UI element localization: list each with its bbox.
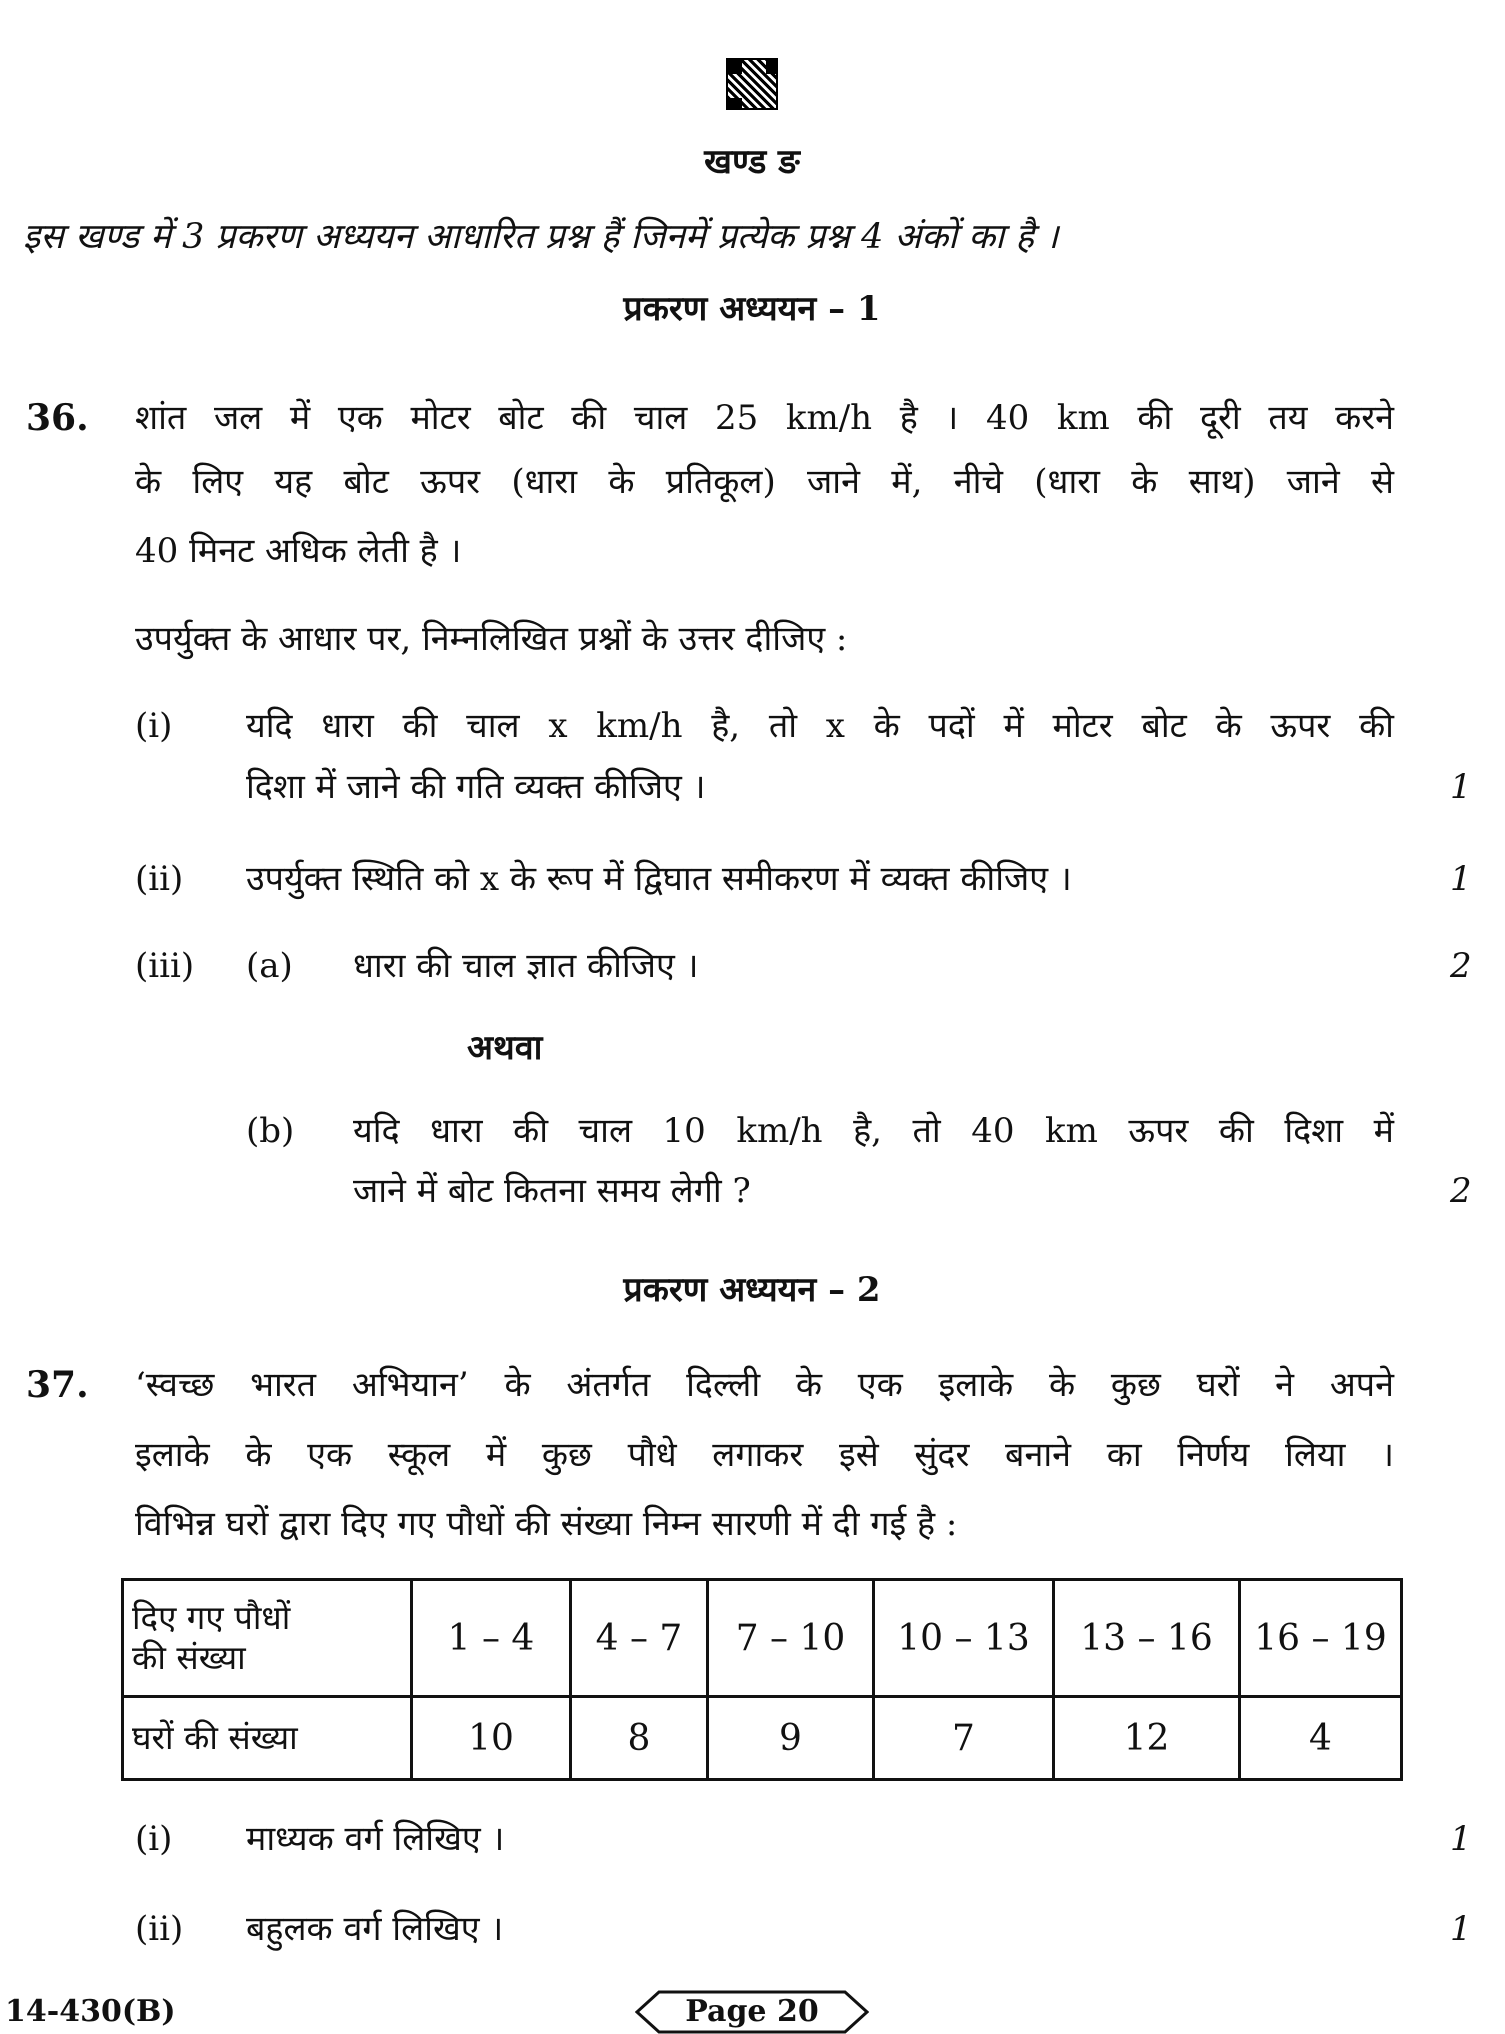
q36-iii-b-line-1: यदि धारा की चाल 10 km/h है, तो 40 km ऊपर की दिशा में (353, 1111, 1394, 1151)
q37-ii-marks: 1 (1450, 1909, 1472, 1949)
question-number-36: 36. (26, 397, 89, 439)
table-cell-frequency: 4 (1240, 1697, 1402, 1780)
q36-i-marks: 1 (1450, 767, 1472, 807)
paper-code: 14-430(B) (5, 1994, 176, 2029)
table-header-plants (123, 1580, 412, 1697)
q37-i-marks: 1 (1450, 1819, 1472, 1859)
case-study-2-heading: प्रकरण अध्ययन – 2 (623, 1270, 881, 1310)
qr-code (726, 58, 778, 110)
section-instruction: इस खण्ड में 3 प्रकरण अध्ययन आधारित प्रश्न हैं जिनमें प्रत्येक प्रश्न 4 अंकों का है । (23, 217, 1059, 257)
table-row-classes (123, 1580, 1402, 1697)
table-cell-class: 4 – 7 (571, 1580, 708, 1697)
q36-iii-a-marks: 2 (1450, 946, 1472, 986)
table-header-plants-line-2: की संख्या (132, 1638, 246, 1677)
table-cell-frequency: 7 (874, 1697, 1054, 1780)
q36-i-line-1: यदि धारा की चाल x km/h है, तो x के पदों में मोटर बोट के ऊपर की (246, 706, 1394, 746)
q37-line-3: विभिन्न घरों द्वारा दिए गए पौधों की संख्या निम्न सारणी में दी गई है : (135, 1504, 958, 1544)
table-cell-frequency: 12 (1054, 1697, 1240, 1780)
table-cell-class: 10 – 13 (874, 1580, 1054, 1697)
case-study-1-heading: प्रकरण अध्ययन – 1 (623, 289, 881, 329)
q36-iii-a-text: धारा की चाल ज्ञात कीजिए । (353, 946, 699, 986)
table-row-frequencies (123, 1697, 1402, 1780)
q36-i-line-2: दिशा में जाने की गति व्यक्त कीजिए । (246, 767, 706, 807)
table-cell-class: 13 – 16 (1054, 1580, 1240, 1697)
q36-prompt: उपर्युक्त के आधार पर, निम्नलिखित प्रश्नों के उत्तर दीजिए : (135, 619, 848, 659)
or-label: अथवा (467, 1028, 543, 1068)
q36-i-label: (i) (135, 706, 173, 746)
question-number-37: 37. (26, 1364, 89, 1406)
q36-line-2: के लिए यह बोट ऊपर (धारा के प्रतिकूल) जाने में, नीचे (धारा के साथ) जाने से (135, 462, 1394, 502)
table-cell-class: 7 – 10 (708, 1580, 874, 1697)
q37-ii-text: बहुलक वर्ग लिखिए । (246, 1909, 504, 1949)
page-number: Page 20 (685, 1994, 819, 2029)
q37-i-label: (i) (135, 1819, 173, 1859)
q36-iii-a-label: (a) (246, 946, 293, 986)
table-cell-class: 16 – 19 (1240, 1580, 1402, 1697)
q36-ii-label: (ii) (135, 859, 184, 899)
q36-line-1: शांत जल में एक मोटर बोट की चाल 25 km/h है । 40 km की दूरी तय करने (135, 398, 1394, 438)
table-cell-frequency: 9 (708, 1697, 874, 1780)
q36-iii-label: (iii) (135, 946, 195, 986)
page-number-badge (635, 1990, 869, 2032)
q36-line-3: 40 मिनट अधिक लेती है । (135, 531, 462, 571)
q36-iii-b-label: (b) (246, 1111, 295, 1151)
q36-iii-b-line-2: जाने में बोट कितना समय लेगी ? (353, 1171, 751, 1211)
table-header-houses: घरों की संख्या (123, 1697, 412, 1780)
table-cell-class: 1 – 4 (412, 1580, 571, 1697)
table-header-plants-line-1: दिए गए पौधों (132, 1598, 291, 1637)
section-title: खण्ड ङ (704, 142, 800, 182)
q36-iii-b-marks: 2 (1450, 1171, 1472, 1211)
q36-ii-marks: 1 (1450, 859, 1472, 899)
table-cell-frequency: 8 (571, 1697, 708, 1780)
q37-line-2: इलाके के एक स्कूल में कुछ पौधे लगाकर इसे सुंदर बनाने का निर्णय लिया । (135, 1435, 1394, 1475)
q36-ii-text: उपर्युक्त स्थिति को x के रूप में द्विघात समीकरण में व्यक्त कीजिए । (246, 859, 1072, 899)
q37-line-1: ‘स्वच्छ भारत अभियान’ के अंतर्गत दिल्ली के एक इलाके के कुछ घरों ने अपने (135, 1365, 1394, 1405)
q37-ii-label: (ii) (135, 1909, 184, 1949)
plants-frequency-table (121, 1578, 1403, 1781)
table-cell-frequency: 10 (412, 1697, 571, 1780)
q37-i-text: माध्यक वर्ग लिखिए । (246, 1819, 505, 1859)
